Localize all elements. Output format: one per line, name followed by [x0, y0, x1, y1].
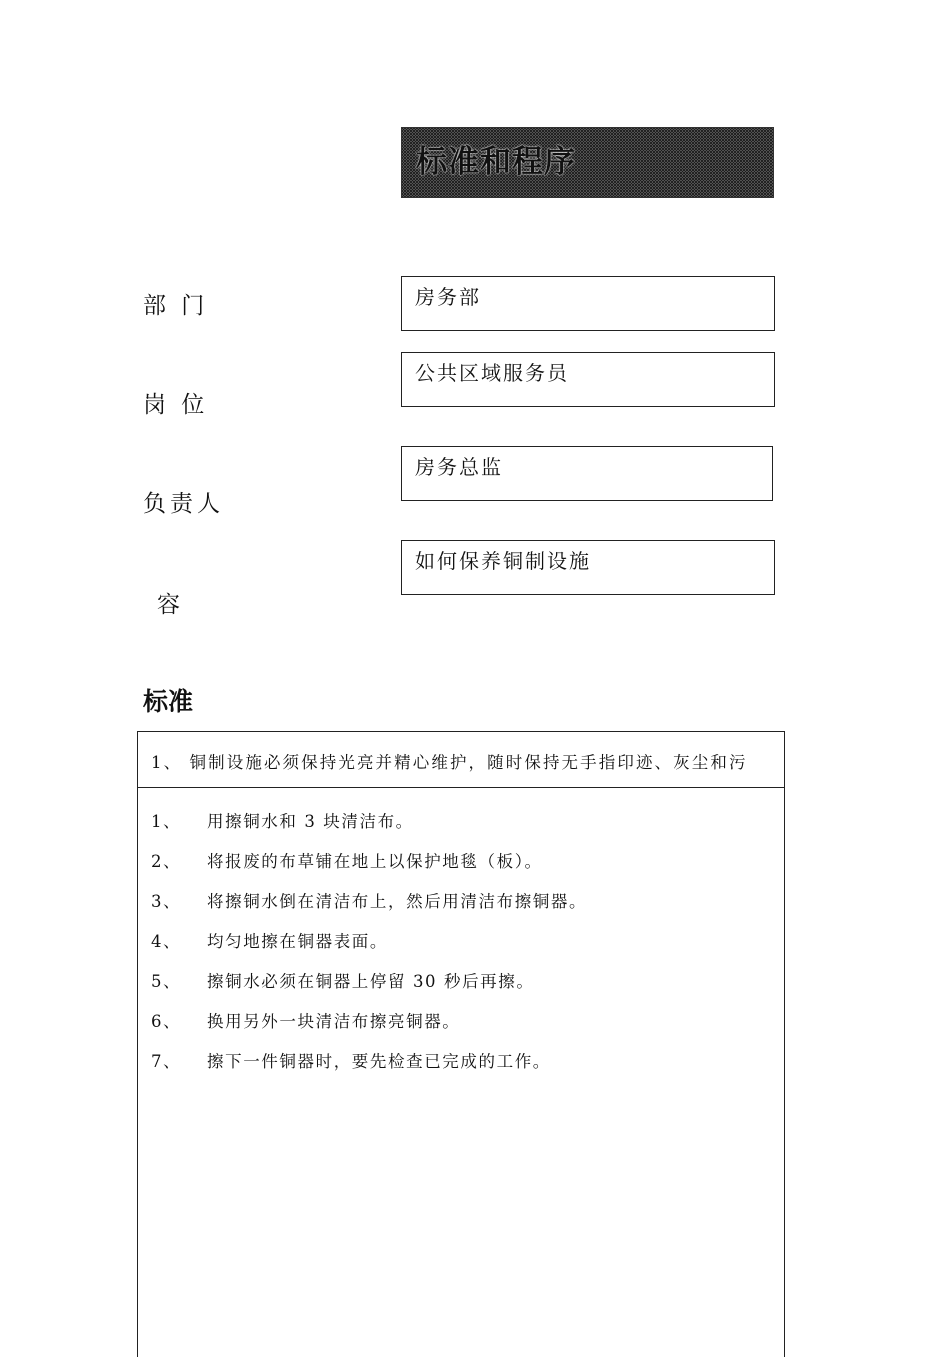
responsible-label: 负责人 [143, 491, 224, 517]
step-number: 3、 [151, 892, 182, 911]
content-value: 如何保养铜制设施 [415, 549, 591, 573]
department-value: 房务部 [415, 285, 481, 309]
content-field [401, 540, 775, 595]
step-number: 7、 [151, 1052, 182, 1071]
step-number: 5、 [151, 972, 182, 991]
page-title: 标准和程序 [416, 144, 576, 180]
step-number: 2、 [151, 852, 182, 871]
step-text: 用擦铜水和 3 块清洁布。 [207, 812, 414, 831]
step-text: 擦铜水必须在铜器上停留 30 秒后再擦。 [207, 972, 535, 991]
procedure-step [151, 848, 543, 872]
step-text: 换用另外一块清洁布擦亮铜器。 [207, 1012, 461, 1031]
procedure-step [151, 968, 535, 992]
procedure-step [151, 888, 587, 912]
procedure-step [151, 808, 414, 832]
standard-heading: 标准 [143, 687, 194, 716]
standard-text: 1、 铜制设施必须保持光亮并精心维护，随时保持无手指印迹、灰尘和污 [151, 753, 748, 772]
position-field [401, 352, 775, 407]
standard-box [137, 731, 785, 788]
step-text: 均匀地擦在铜器表面。 [207, 932, 388, 951]
department-label: 部 门 [143, 293, 209, 319]
responsible-field [401, 446, 773, 501]
procedure-step [151, 1048, 551, 1072]
procedure-box [137, 787, 785, 1357]
step-number: 6、 [151, 1012, 182, 1031]
step-text: 将报废的布草铺在地上以保护地毯（板）。 [207, 852, 543, 871]
step-number: 4、 [151, 932, 182, 951]
department-field [401, 276, 775, 331]
step-text: 将擦铜水倒在清洁布上，然后用清洁布擦铜器。 [207, 892, 588, 911]
position-value: 公共区域服务员 [415, 361, 569, 385]
position-label: 岗 位 [143, 392, 209, 418]
procedure-step [151, 928, 388, 952]
responsible-value: 房务总监 [415, 455, 503, 479]
title-banner [401, 127, 774, 198]
step-number: 1、 [151, 812, 182, 831]
step-text: 擦下一件铜器时，要先检查已完成的工作。 [207, 1052, 551, 1071]
content-label: 容 [157, 592, 184, 618]
procedure-step [151, 1008, 460, 1032]
